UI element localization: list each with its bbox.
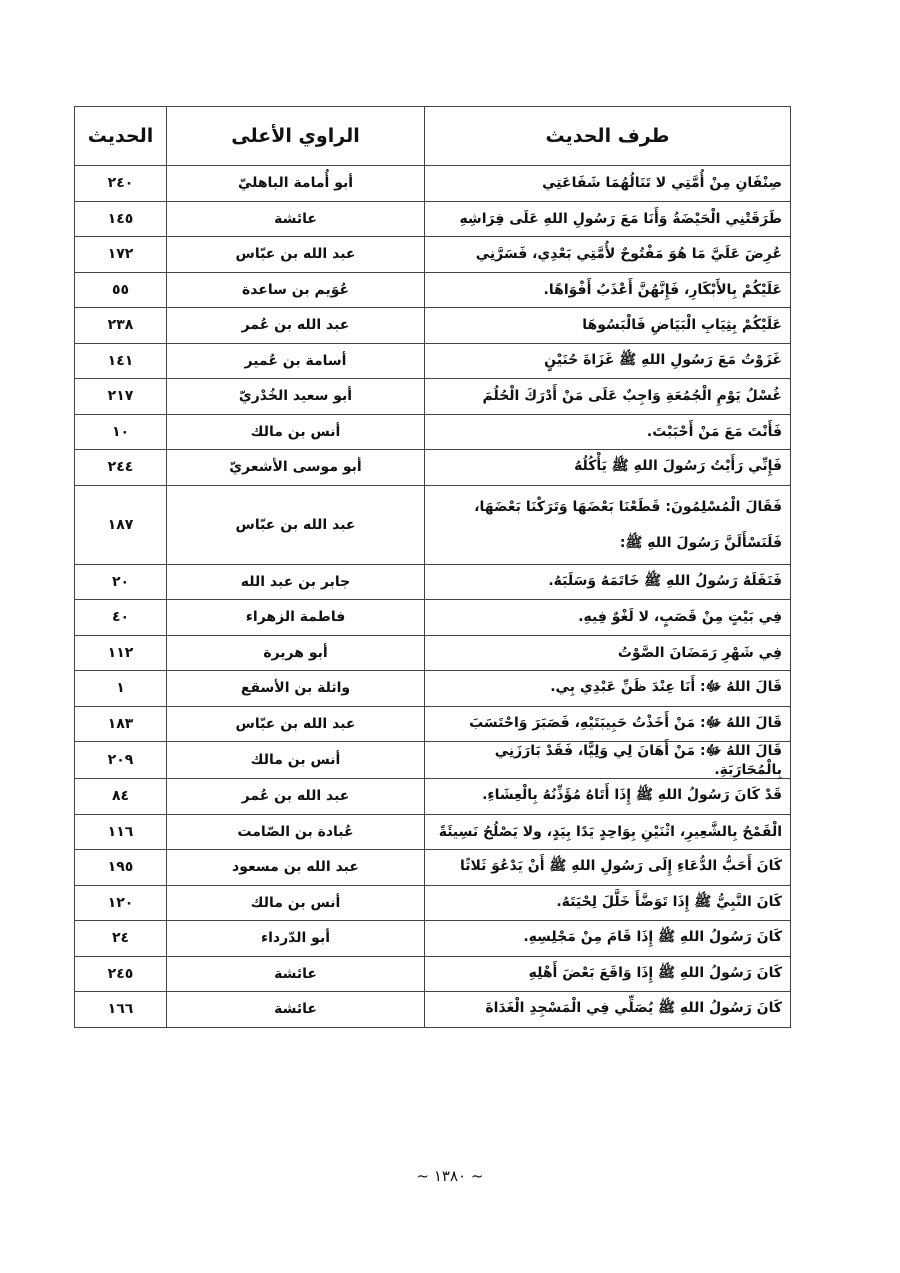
narrator-cell: واثلة بن الأسقع	[167, 671, 425, 707]
hadith-text-cell: فَنَفَلَهُ رَسُولُ اللهِ ﷺ خَاتَمَهُ وَسَلَبَهُ.	[425, 564, 791, 600]
table-row	[75, 600, 791, 636]
hadith-text-cell: قَدْ كَانَ رَسُولُ اللهِ ﷺ إِذَا أَتَاهُ مُؤَذِّنُهُ بِالْعِشَاءِ.	[425, 779, 791, 815]
hadith-number-cell: ٨٤	[75, 779, 167, 815]
table-row	[75, 635, 791, 671]
hadith-text-cell: فَأَنْتَ مَعَ مَنْ أَحْبَبْتَ.	[425, 414, 791, 450]
table-body	[75, 166, 791, 1028]
page-number: ~ ١٣٨٠ ~	[416, 1167, 484, 1185]
hadith-number-cell: ١١٦	[75, 814, 167, 850]
narrator-cell: أسامة بن عُمير	[167, 343, 425, 379]
hadith-text-cell: كَانَ النَّبِيُّ ﷺ إِذَا تَوَضَّأَ خَلَّلَ لِحْيَتَهُ.	[425, 885, 791, 921]
hadith-text-cell: طَرَقَتْنِي الْحَيْضَةُ وَأَنَا مَعَ رَسُولِ اللهِ عَلَى فِرَاشِهِ	[425, 201, 791, 237]
narrator-cell: أبو هريرة	[167, 635, 425, 671]
hadith-text-cell: قَالَ اللهُ ﷻ: مَنْ أَهَانَ لِي وَلِيًّا، فَقَدْ بَارَزَنِي بِالْمُحَارَبَةِ.	[425, 742, 791, 779]
table-row	[75, 921, 791, 957]
hadith-text-cell: غُسْلُ يَوْمِ الْجُمُعَةِ وَاجِبٌ عَلَى مَنْ أَدْرَكَ الْحُلُمَ	[425, 379, 791, 415]
table-row	[75, 237, 791, 273]
narrator-cell: عبد الله بن عبّاس	[167, 706, 425, 742]
hadith-text-cell: فِي شَهْرِ رَمَضَانَ الصَّوْتُ	[425, 635, 791, 671]
narrator-cell: عائشة	[167, 992, 425, 1028]
hadith-number-cell: ٢٣٨	[75, 308, 167, 344]
table-row	[75, 956, 791, 992]
hadith-text-cell: فِي بَيْتٍ مِنْ قَصَبٍ، لا لَغْوٌ فِيهِ.	[425, 600, 791, 636]
hadith-text-cell: صِنْفَانِ مِنْ أُمَّتِي لا تَنَالُهُمَا شَفَاعَتِي	[425, 166, 791, 202]
table-row	[75, 414, 791, 450]
table-row	[75, 485, 791, 564]
narrator-cell: أنس بن مالك	[167, 885, 425, 921]
table-row	[75, 885, 791, 921]
narrator-cell: عُوَيم بن ساعدة	[167, 272, 425, 308]
hadith-text-cell: قَالَ اللهُ ﷻ: مَنْ أَخَذْتُ حَبِيبَتَيْهِ، فَصَبَرَ وَاحْتَسَبَ	[425, 706, 791, 742]
narrator-cell: فاطمة الزهراء	[167, 600, 425, 636]
table-row	[75, 814, 791, 850]
narrator-cell: أبو سعيد الخُدْريّ	[167, 379, 425, 415]
narrator-cell: جابر بن عبد الله	[167, 564, 425, 600]
hadith-number-cell: ٢٠٩	[75, 742, 167, 779]
hadith-number-cell: ٤٠	[75, 600, 167, 636]
table-row	[75, 450, 791, 486]
hadith-number-cell: ١١٢	[75, 635, 167, 671]
table-row	[75, 379, 791, 415]
hadith-text-cell: كَانَ رَسُولُ اللهِ ﷺ إِذَا قَامَ مِنْ مَجْلِسِهِ.	[425, 921, 791, 957]
hadith-text-cell: كَانَ رَسُولُ اللهِ ﷺ إِذَا وَاقَعَ بَعْضَ أَهْلِهِ	[425, 956, 791, 992]
hadith-number-cell: ١٨٣	[75, 706, 167, 742]
narrator-cell: أنس بن مالك	[167, 742, 425, 779]
table-row	[75, 201, 791, 237]
hadith-number-cell: ١٧٢	[75, 237, 167, 273]
hadith-number-cell: ١٠	[75, 414, 167, 450]
narrator-cell: أبو موسى الأشعريّ	[167, 450, 425, 486]
narrator-cell: عبد الله بن عُمر	[167, 779, 425, 815]
narrator-cell: عبد الله بن عبّاس	[167, 237, 425, 273]
table-row	[75, 272, 791, 308]
hadith-number-cell: ١	[75, 671, 167, 707]
narrator-cell: عُبادة بن الصّامت	[167, 814, 425, 850]
hadith-index-table-wrapper	[74, 106, 790, 1028]
hadith-text-cell: قَالَ اللهُ ﷻ: أَنَا عِنْدَ ظَنِّ عَبْدِي بِي.	[425, 671, 791, 707]
hadith-number-cell: ٢٤٤	[75, 450, 167, 486]
hadith-number-cell: ٢٤٥	[75, 956, 167, 992]
hadith-text-cell: غَزَوْتُ مَعَ رَسُولِ اللهِ ﷺ غَزَاةَ حُنَيْنٍ	[425, 343, 791, 379]
hadith-text-cell: عَلَيْكُمْ بِثِيَابِ الْبَيَاضِ فَالْبَسُوهَا	[425, 308, 791, 344]
table-row	[75, 742, 791, 779]
hadith-number-cell: ٢٤٠	[75, 166, 167, 202]
hadith-number-cell: ١٤١	[75, 343, 167, 379]
hadith-number-cell: ١٨٧	[75, 485, 167, 564]
table-row	[75, 992, 791, 1028]
table-row	[75, 343, 791, 379]
hadith-number-cell: ١٩٥	[75, 850, 167, 886]
narrator-cell: أنس بن مالك	[167, 414, 425, 450]
hadith-number-cell: ١٦٦	[75, 992, 167, 1028]
hadith-text-cell: عُرِضَ عَلَيَّ مَا هُوَ مَفْتُوحٌ لأُمَّتِي بَعْدِي، فَسَرَّنِي	[425, 237, 791, 273]
hadith-number-cell: ٢٤	[75, 921, 167, 957]
table-row	[75, 706, 791, 742]
hadith-number-cell: ٢١٧	[75, 379, 167, 415]
hadith-text-cell: فَإِنِّي رَأَيْتُ رَسُولَ اللهِ ﷺ يَأْكُلُهُ	[425, 450, 791, 486]
hadith-text-cell: كَانَ أَحَبُّ الدُّعَاءِ إِلَى رَسُولِ اللهِ ﷺ أَنْ يَدْعُوَ ثَلاثًا	[425, 850, 791, 886]
narrator-cell: أبو أُمامة الباهليّ	[167, 166, 425, 202]
table-row	[75, 850, 791, 886]
header-hadith-text: طرف الحديث	[425, 107, 791, 166]
table-row	[75, 564, 791, 600]
hadith-text-cell: كَانَ رَسُولُ اللهِ ﷺ يُصَلِّي فِي الْمَسْجِدِ الْغَدَاةَ	[425, 992, 791, 1028]
hadith-number-cell: ١٤٥	[75, 201, 167, 237]
hadith-number-cell: ٥٥	[75, 272, 167, 308]
hadith-number-cell: ٢٠	[75, 564, 167, 600]
header-hadith-number: الحديث	[75, 107, 167, 166]
table-row	[75, 671, 791, 707]
narrator-cell: أبو الدّرداء	[167, 921, 425, 957]
narrator-cell: عبد الله بن مسعود	[167, 850, 425, 886]
narrator-cell: عائشة	[167, 956, 425, 992]
hadith-index-table	[74, 106, 791, 1028]
table-row	[75, 308, 791, 344]
hadith-text-cell: عَلَيْكُمْ بِالأَبْكَارِ، فَإِنَّهُنَّ أَعْذَبُ أَفْوَاهًا.	[425, 272, 791, 308]
narrator-cell: عبد الله بن عبّاس	[167, 485, 425, 564]
header-narrator: الراوي الأعلى	[167, 107, 425, 166]
table-row	[75, 166, 791, 202]
hadith-text-cell: الْقَمْحُ بِالشَّعِيرِ، اثْنَيْنِ بِوَاحِدٍ يَدًا بِيَدٍ، ولا يَصْلُحُ نَسِيئَةً	[425, 814, 791, 850]
hadith-number-cell: ١٢٠	[75, 885, 167, 921]
narrator-cell: عبد الله بن عُمر	[167, 308, 425, 344]
hadith-text-cell: فَقَالَ الْمُسْلِمُونَ: قَطَعْنَا بَعْضَهَا وَتَرَكْنَا بَعْضَهَا، فَلَنَسْأَلَنَّ رَسُولَ اللهِ ﷺ:	[425, 485, 791, 564]
narrator-cell: عائشة	[167, 201, 425, 237]
table-row	[75, 779, 791, 815]
table-header-row	[75, 107, 791, 166]
